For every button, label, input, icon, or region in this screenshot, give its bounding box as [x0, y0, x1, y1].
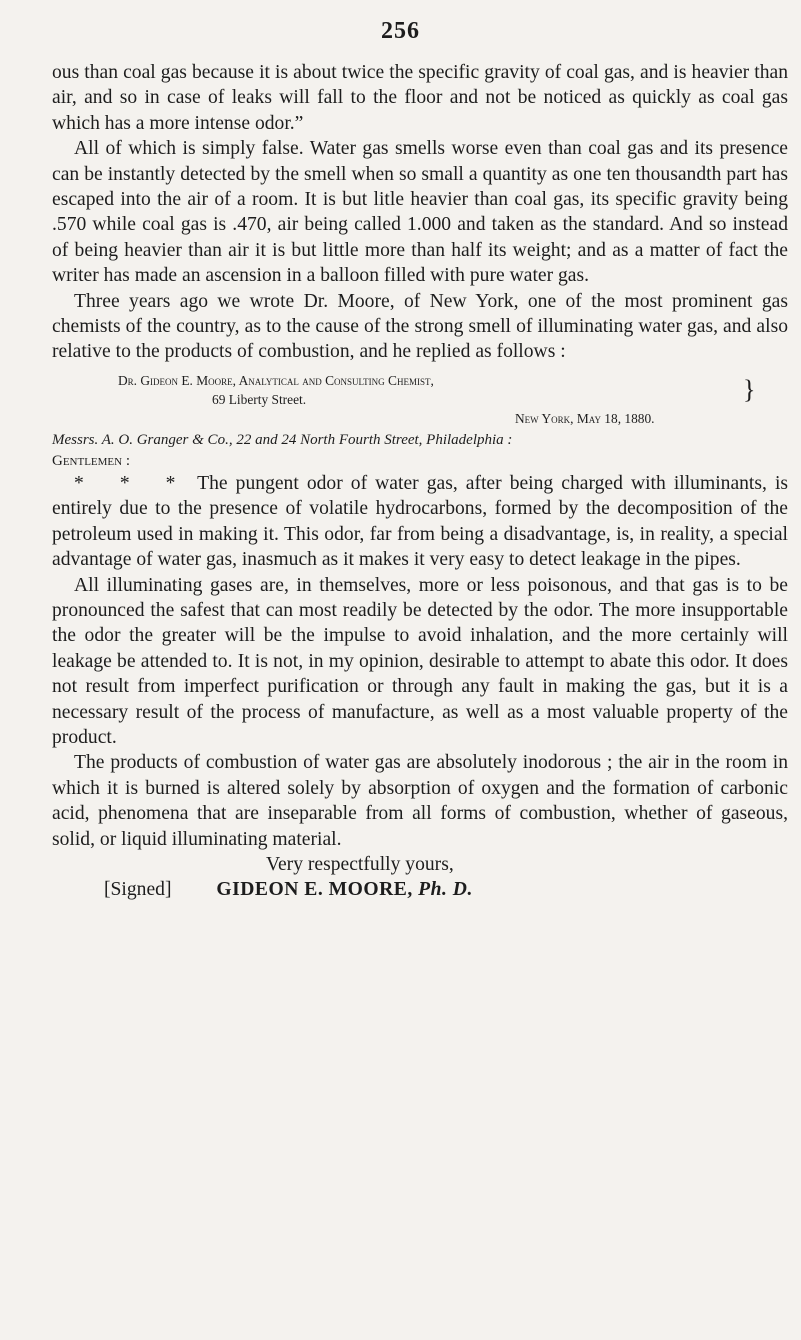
letterhead [52, 371, 788, 428]
letter-paragraph-text: The pungent odor of water gas, after being charged with illuminants, is entirely due to the presence of volatile hydrocarbons, formed by the decomposition of the petroleum used in making it. This odor, far from being a disadvantage, is, in reality, a special advantage of water gas, inasmuch as it makes it very easy to detect leakage in the pipes. [52, 472, 789, 571]
signer-name: GIDEON E. MOORE, Ph. D. [216, 879, 473, 901]
paragraph: Three years ago we wrote Dr. Moore, of New York, one of the most prominent gas chemists of the country, as to the cause of the strong smell of illuminating water gas, and also relative to the products of combustion, and he replied as follows : [52, 290, 788, 363]
letter-paragraph: All illuminating gases are, in themselves, more or less poisonous, and that gas is to be pronounced the safest that can most readily be detected by the odor. The more insupportable the odor the greater will be the impulse to avoid inhalation, and the more certainly will leakage be attended to. It is not, in my opinion, desirable to attempt to abate this odor. It does not result from imperfect purification or through any fault in making the gas, but it is a necessary result of the process of manufacture, as well as a most valuable property of the product. [52, 574, 788, 748]
signed-label: [Signed] [104, 879, 172, 901]
paragraph: ous than coal gas because it is about twice the specific gravity of coal gas, and is heavier than air, and so in case of leaks will fall to the floor and not be noticed as quickly as coal gas which has a more intense odor.” [52, 62, 788, 134]
paragraph: All of which is simply false. Water gas smells worse even than coal gas and its presence can be instantly detected by the smell when so small a quantity as one ten thousandth part has escaped into the air of a room. It is but litle heavier than coal gas, its specific gravity being .570 while coal gas is .470, air being called 1.000 and taken as the standard. And so instead of being heavier than air it is but little more than half its weight; and as a matter of fact the writer has made an ascension in a balloon filled with pure water gas. [52, 138, 788, 287]
closing: Very respectfully yours, [266, 853, 454, 875]
recipient-address: Messrs. A. O. Granger & Co., 22 and 24 North Fourth Street, Philadelphia : [52, 431, 513, 448]
ellipsis-stars: * * * [74, 472, 190, 494]
signer-degree: Ph. D. [418, 879, 473, 901]
letterhead-name: Dr. Gideon E. Moore, Analytical and Consulting Chemist, [118, 372, 434, 388]
signature-line [52, 877, 788, 902]
body-text [52, 60, 788, 903]
letterhead-date: New York, May 18, 1880. [515, 410, 655, 426]
page-number: 256 [381, 18, 420, 44]
salutation: Gentlemen : [52, 452, 131, 469]
letter-paragraph [52, 471, 788, 573]
letterhead-street: 69 Liberty Street. [212, 391, 307, 407]
letter-paragraph: The products of combustion of water gas are absolutely inodorous ; the air in the room in which it is burned is altered solely by absorption of oxygen and the formation of carbonic acid, phenomena that are inseparable from all forms of combustion, whether of gaseous, solid, or liquid illuminating material. [52, 752, 788, 850]
letterhead-brace: } [743, 374, 756, 404]
